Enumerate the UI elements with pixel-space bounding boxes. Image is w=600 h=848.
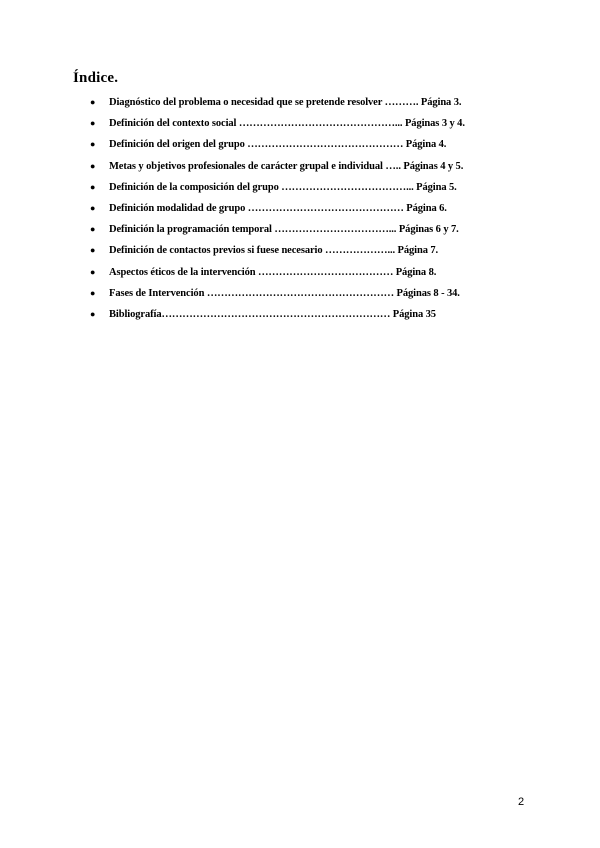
- toc-entry-text: Diagnóstico del problema o necesidad que se pretende resolver ………. Página 3.: [109, 97, 462, 108]
- toc-entry-text: Definición modalidad de grupo ……………………………………… Página 6.: [109, 202, 447, 214]
- toc-entry-text: Definición del contexto social ………………………………………... Páginas 3 y 4.: [109, 118, 465, 130]
- toc-entry: [0, 262, 600, 283]
- bullet-icon: ●: [90, 202, 96, 213]
- toc-entry: [0, 240, 600, 261]
- toc-entry-text: Aspectos éticos de la intervención ………………………………… Página 8.: [109, 266, 437, 278]
- bullet-icon: ●: [90, 266, 96, 277]
- toc-entry: [0, 92, 600, 113]
- bullet-icon: ●: [90, 224, 96, 235]
- bullet-icon: ●: [90, 308, 96, 319]
- bullet-icon: ●: [90, 245, 96, 256]
- toc-entry: [0, 113, 600, 134]
- page-number: 2: [518, 796, 525, 808]
- toc-entry: [0, 177, 600, 198]
- toc-entry-text: Definición de contactos previos si fuese necesario ………………... Página 7.: [109, 245, 439, 257]
- bullet-icon: ●: [90, 97, 96, 107]
- toc-entry: [0, 198, 600, 219]
- toc-entry: [0, 156, 600, 177]
- toc-entry-text: Definición de la composición del grupo ………………………………... Página 5.: [109, 181, 457, 193]
- toc-entry: [0, 219, 600, 240]
- table-of-contents: [0, 92, 600, 325]
- toc-entry-text: Metas y objetivos profesionales de carácter grupal e individual ….. Páginas 4 y 5.: [109, 160, 464, 172]
- toc-entry: [0, 304, 600, 325]
- bullet-icon: ●: [90, 287, 96, 298]
- toc-entry-text: Fases de Intervención ……………………………………………… Páginas 8 - 34.: [109, 287, 460, 299]
- bullet-icon: ●: [90, 160, 96, 171]
- bullet-icon: ●: [90, 181, 96, 192]
- toc-entry: [0, 134, 600, 155]
- toc-entry-text: Definición la programación temporal ……………………………... Páginas 6 y 7.: [109, 224, 459, 236]
- toc-entry: [0, 283, 600, 304]
- bullet-icon: ●: [90, 118, 96, 129]
- toc-entry-text: Bibliografía………………………………………………………… Página 35: [109, 308, 436, 320]
- toc-entry-text: Definición del origen del grupo ……………………………………… Página 4.: [109, 139, 447, 151]
- bullet-icon: ●: [90, 139, 96, 150]
- index-title: Índice.: [73, 70, 119, 86]
